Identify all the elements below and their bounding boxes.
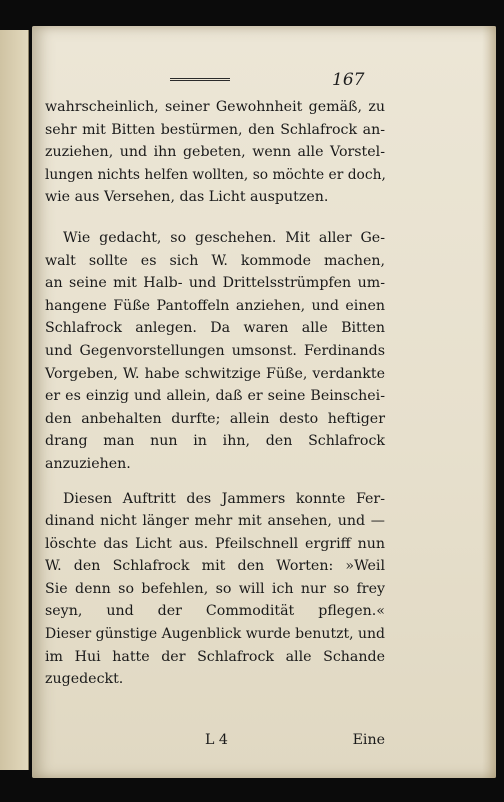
- text-line: er es einzig und allein, daß er seine Beinschei-: [45, 388, 385, 405]
- text-line: Dieser günstige Augenblick wurde benutzt, und: [45, 626, 385, 643]
- text-line: W. den Schlafrock mit den Worten: »Weil: [45, 558, 385, 575]
- text-line: drang man nun in ihn, den Schlafrock: [45, 433, 385, 450]
- text-line: wahrscheinlich, seiner Gewohnheit gemäß, zu: [45, 99, 385, 115]
- text-line: lungen nichts helfen wollten, so möchte er doch,: [45, 166, 386, 183]
- left-page-edge: [0, 30, 29, 770]
- text-line: dinand nicht länger mehr mit ansehen, und —: [45, 513, 385, 530]
- catchword: Eine: [352, 732, 385, 748]
- text-line: wie aus Versehen, das Licht ausputzen.: [45, 189, 329, 206]
- text-line: an seine mit Halb- und Drittelsstrümpfen um-: [45, 275, 385, 292]
- text-line: Diesen Auftritt des Jammers konnte Fer-: [63, 490, 385, 507]
- text-line: anzuziehen.: [45, 455, 131, 472]
- show-through: [45, 209, 385, 227]
- text-line: den anbehalten durfte; allein desto heftiger: [45, 410, 385, 427]
- text-line: sehr mit Bitten bestürmen, den Schlafrock an-: [45, 121, 385, 138]
- text-line: Schlafrock anlegen. Da waren alle Bitten: [45, 320, 385, 337]
- text-line: Vorgeben, W. habe schwitzige Füße, verdankte: [45, 365, 385, 382]
- paragraph-gap: [45, 476, 385, 488]
- text-line: Wie gedacht, so geschehen. Mit aller Ge-: [63, 229, 385, 246]
- page-number: 167: [332, 70, 365, 90]
- text-line: löschte das Licht aus. Pfeilschnell ergriff nun: [45, 535, 385, 552]
- header-rule: [170, 78, 230, 81]
- text-line: zugedeckt.: [45, 671, 124, 688]
- body-text: [45, 96, 385, 691]
- text-line: zuziehen, und ihn gebeten, wenn alle Vorstel-: [45, 144, 385, 161]
- text-line: seyn, und der Commodität pflegen.«: [45, 603, 385, 620]
- text-line: walt sollte es sich W. kommode machen,: [45, 252, 385, 269]
- text-line: im Hui hatte der Schlafrock alle Schande: [45, 648, 385, 665]
- text-line: und Gegenvorstellungen umsonst. Ferdinands: [45, 342, 385, 359]
- text-line: Sie denn so befehlen, so will ich nur so frey: [45, 580, 385, 597]
- text-line: hangene Füße Pantoffeln anziehen, und einen: [45, 297, 385, 314]
- page-fore-edge: [482, 26, 496, 778]
- signature-mark: L 4: [205, 732, 228, 748]
- page-footer: [45, 732, 385, 754]
